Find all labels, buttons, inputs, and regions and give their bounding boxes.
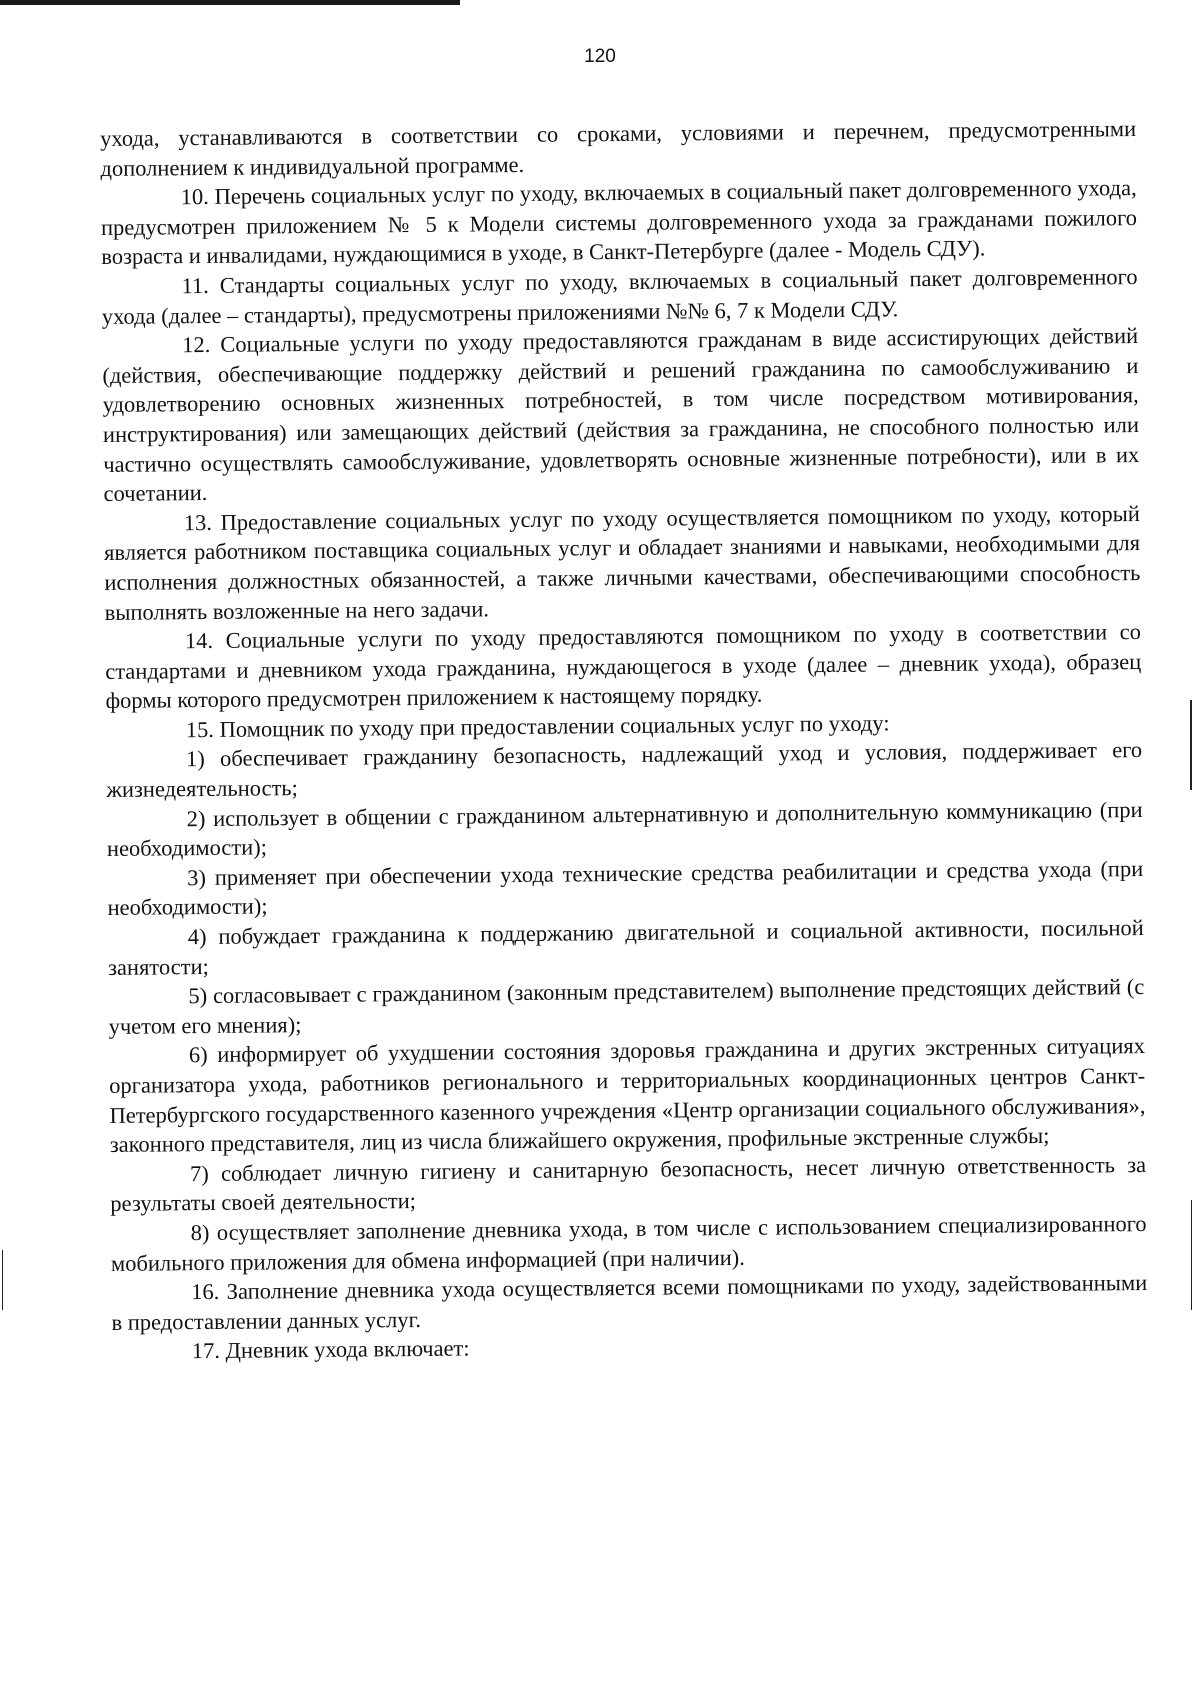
paragraph-10: 10. Перечень социальных услуг по уходу, включаемых в социальный пакет долговременного ухода, предусмотрен приложением № 5 к Модели системы долговременного ухода за гражданами пожилого возраста и инвалидами, нуждающимися в уходе, в Санкт-Петербурге (далее - Модель СДУ). — [100, 175, 1138, 270]
paragraph-continuation: ухода, устанавливаются в соответствии со сроками, условиями и перечнем, предусмотренными дополнением к индивидуальной программе. — [100, 116, 1137, 181]
list-item-8: 8) осуществляет заполнение дневника ухода, в том числе с использованием специализированного мобильного приложения для обмена информацией (при наличии). — [110, 1210, 1147, 1276]
scan-edge-top — [0, 0, 460, 5]
list-item-1: 1) обеспечивает гражданину безопасность, надлежащий уход и условия, поддерживает его жизнедеятельность; — [106, 737, 1143, 803]
paragraph-17: 17. Дневник ухода включает: — [191, 1335, 470, 1364]
paragraph-13: 13. Предоставление социальных услуг по уходу осуществляется помощником по уходу, который является работником поставщика социальных услуг и обладает знаниями и навыками, необходимыми для исполнения должностных обязанностей, а также личными качествами, обеспечивающими способность выполнять возложенные на него задачи. — [103, 500, 1141, 625]
list-item-4: 4) побуждает гражданина к поддержанию двигательной и социальной активности, посильной занятости; — [107, 915, 1144, 980]
paragraph-14: 14. Социальные услуги по уходу предоставляются помощником по уходу в соответствии со стандартами и дневником ухода гражданина, нуждающегося в уходе (далее – дневник ухода), образец формы которого предусмотрен приложением к настоящему порядку. — [105, 619, 1142, 714]
paragraph-15: 15. Помощник по уходу при предоставлении социальных услуг по уходу: — [185, 710, 890, 743]
paragraph-16: 16. Заполнение дневника ухода осуществляется всеми помощниками по уходу, задействованными в предоставлении данных услуг. — [111, 1270, 1148, 1335]
list-item-6: 6) информирует об ухудшении состояния здоровья гражданина и других экстренных ситуациях организатора ухода, работников регионального и территориальных координационных центров Санкт-Петербургского государственного казенного учреждения «Центр организации социального обслуживания», законного представителя, лиц из числа ближайшего окружения, профильные экстренные службы; — [109, 1033, 1146, 1158]
scan-edge-right-mark — [1191, 1200, 1192, 1310]
list-item-3: 3) применяет при обеспечении ухода технические средства реабилитации и средства ухода (при необходимости); — [107, 855, 1144, 921]
document-body — [100, 114, 1148, 1367]
paragraph-12: 12. Социальные услуги по уходу предоставляются гражданам в виде ассистирующих действий (действия, обеспечивающие поддержку действий и решений гражданина по самообслуживанию и удовлетворению основных жизненных потребностей, в том числе посредством мотивирования, инструктирования) или замещающих действий (действия за гражданина, не способного полностью или частично осуществлять самообслуживание, удовлетворять основные жизненные потребности), или в их сочетании. — [102, 323, 1140, 507]
list-item-7: 7) соблюдает личную гигиену и санитарную безопасность, несет личную ответственность за результаты своей деятельности; — [110, 1151, 1147, 1217]
list-item-5: 5) согласовывает с гражданином (законным представителем) выполнение предстоящих действий (с учетом его мнения); — [108, 974, 1145, 1039]
scan-edge-right-mark — [1190, 700, 1192, 790]
scan-edge-left-mark — [2, 1250, 3, 1310]
paragraph-11: 11. Стандарты социальных услуг по уходу, включаемых в социальный пакет долговременного ухода (далее – стандарты), предусмотрены приложениями №№ 6, 7 к Модели СДУ. — [101, 264, 1138, 329]
page-number: 120 — [584, 46, 616, 67]
list-item-2: 2) использует в общении с гражданином альтернативную и дополнительную коммуникацию (при необходимости); — [106, 796, 1143, 862]
